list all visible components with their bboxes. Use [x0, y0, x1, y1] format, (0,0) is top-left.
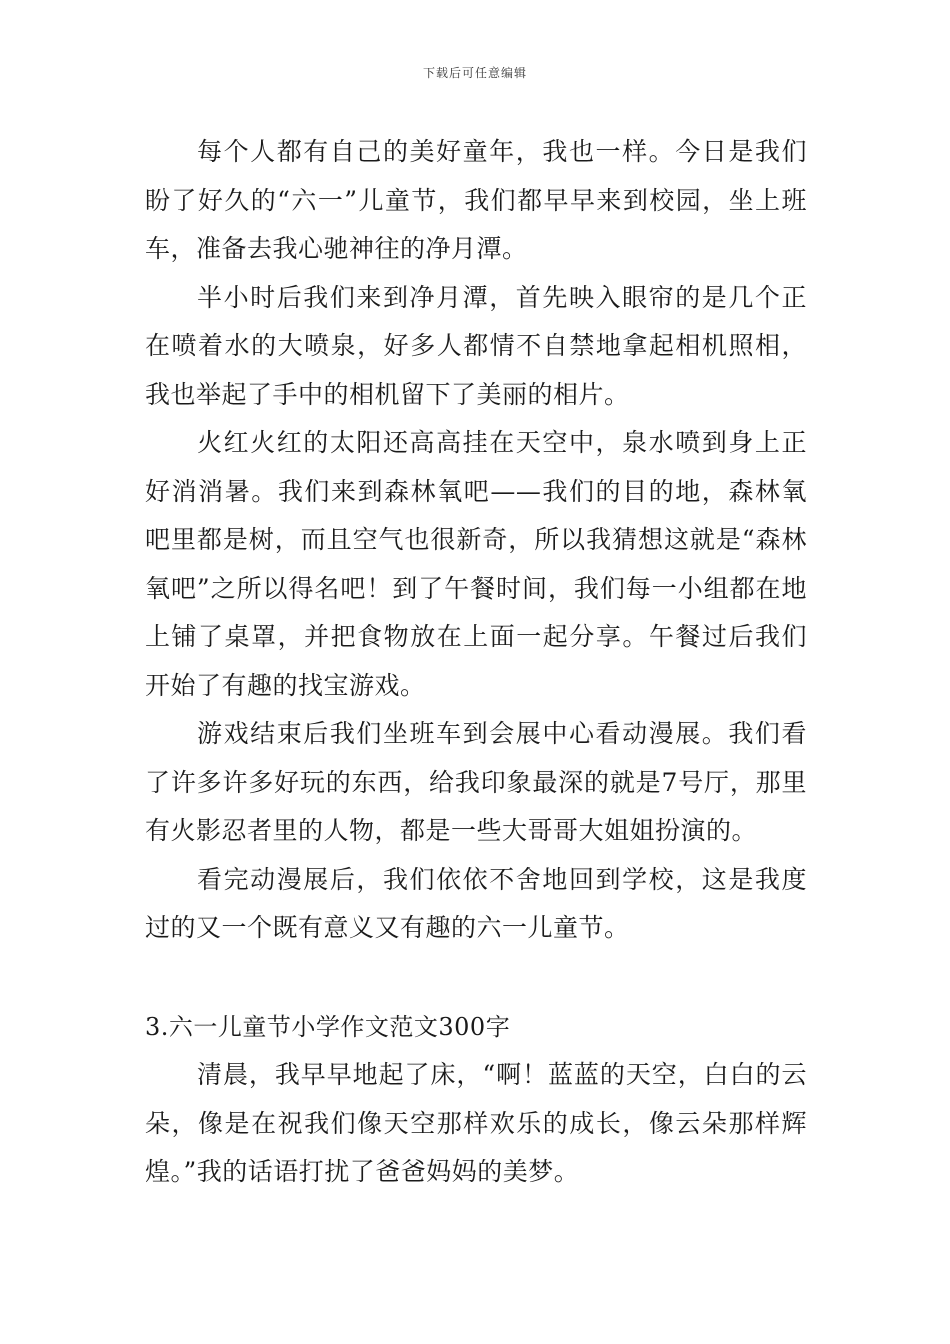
paragraph: 游戏结束后我们坐班车到会展中心看动漫展。我们看了许多许多好玩的东西，给我印象最深的就是7号厅，那里有火影忍者里的人物，都是一些大哥哥大姐姐扮演的。: [145, 719, 807, 845]
document-body: [145, 128, 807, 1197]
paragraph: 清晨，我早早地起了床，“啊！蓝蓝的天空，白白的云朵，像是在祝我们像天空那样欢乐的成长，像云朵那样辉煌。”我的话语打扰了爸爸妈妈的美梦。: [145, 1060, 807, 1186]
paragraph: 看完动漫展后，我们依依不舍地回到学校，这是我度过的又一个既有意义又有趣的六一儿童节。: [145, 864, 807, 942]
section-title: 3.六一儿童节小学作文范文300字: [145, 1012, 511, 1041]
header-note: 下载后可任意编辑: [422, 66, 527, 80]
paragraph: 火红火红的太阳还高高挂在天空中，泉水喷到身上正好消消暑。我们来到森林氧吧——我们的目的地，森林氧吧里都是树，而且空气也很新奇，所以我猜想这就是“森林氧吧”之所以得名吧！到了午餐时间，我们每一小组都在地上铺了桌罩，并把食物放在上面一起分享。午餐过后我们开始了有趣的找宝游戏。: [145, 428, 807, 700]
paragraph: 每个人都有自己的美好童年，我也一样。今日是我们盼了好久的“六一”儿童节，我们都早早来到校园，坐上班车，准备去我心驰神往的净月潭。: [145, 137, 807, 263]
paragraph: 半小时后我们来到净月潭，首先映入眼帘的是几个正在喷着水的大喷泉，好多人都情不自禁地拿起相机照相，我也举起了手中的相机留下了美丽的相片。: [145, 282, 807, 409]
